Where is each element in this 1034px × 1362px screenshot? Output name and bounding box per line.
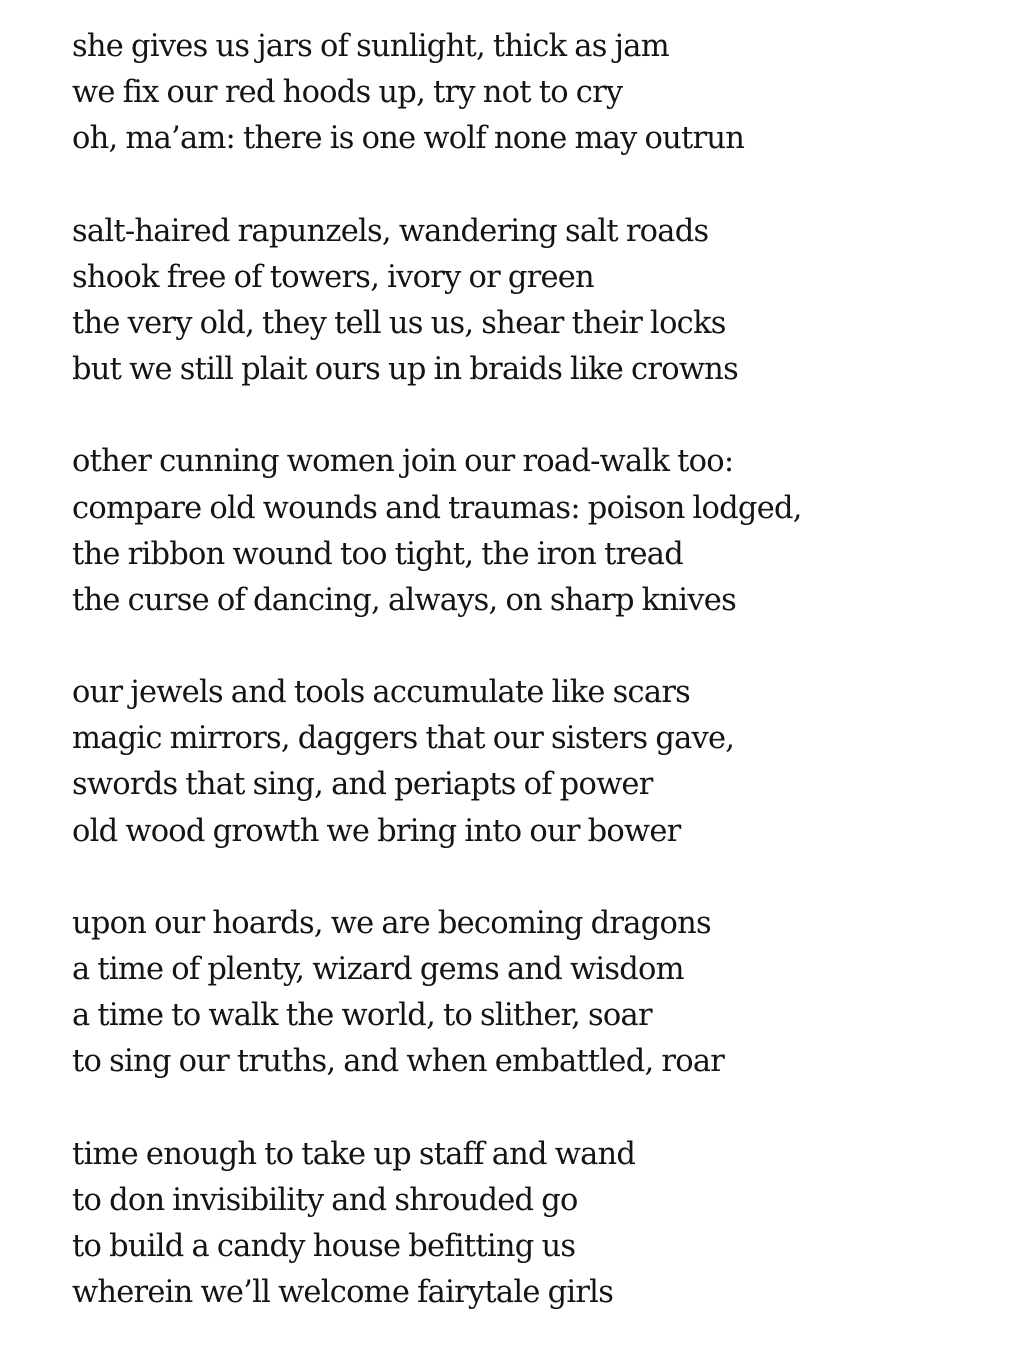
- poem-line: our jewels and tools accumulate like scars: [72, 675, 691, 711]
- poem-line: to build a candy house befitting us: [72, 1228, 576, 1264]
- poem-line: time enough to take up staff and wand: [72, 1136, 636, 1172]
- poem-line: the ribbon wound too tight, the iron tread: [72, 536, 683, 572]
- poem-line: old wood growth we bring into our bower: [72, 813, 681, 849]
- poem-line: shook free of towers, ivory or green: [72, 259, 594, 295]
- stanza-2: [72, 209, 1012, 394]
- poem-line: oh, ma’am: there is one wolf none may outrun: [72, 121, 745, 157]
- poem-line: magic mirrors, daggers that our sisters gave,: [72, 721, 735, 757]
- poem-line: the very old, they tell us us, shear their locks: [72, 305, 726, 341]
- poem-line: to sing our truths, and when embattled, roar: [72, 1044, 725, 1080]
- poem-line: swords that sing, and periapts of power: [72, 767, 653, 803]
- stanza-6: [72, 1132, 1012, 1317]
- poem-line: compare old wounds and traumas: poison lodged,: [72, 490, 802, 526]
- poem-line: a time of plenty, wizard gems and wisdom: [72, 952, 684, 987]
- poem-line: a time to walk the world, to slither, soar: [72, 998, 652, 1034]
- poem-line: other cunning women join our road-walk too:: [72, 444, 734, 480]
- poem-line: upon our hoards, we are becoming dragons: [72, 905, 711, 941]
- poem-line: she gives us jars of sunlight, thick as jam: [72, 29, 669, 64]
- stanza-4: [72, 670, 1012, 855]
- stanza-1: [72, 24, 1012, 163]
- stanza-3: [72, 439, 1012, 624]
- poem-line: the curse of dancing, always, on sharp knives: [72, 582, 736, 618]
- poem-line: salt-haired rapunzels, wandering salt roads: [72, 213, 709, 249]
- poem-line: wherein we’ll welcome fairytale girls: [72, 1275, 614, 1311]
- poem-line: we fix our red hoods up, try not to cry: [72, 75, 623, 111]
- stanza-5: [72, 901, 1012, 1086]
- poem-line: but we still plait ours up in braids like crowns: [72, 352, 738, 388]
- poem-line: to don invisibility and shrouded go: [72, 1182, 578, 1218]
- poem-body: [72, 24, 1012, 1362]
